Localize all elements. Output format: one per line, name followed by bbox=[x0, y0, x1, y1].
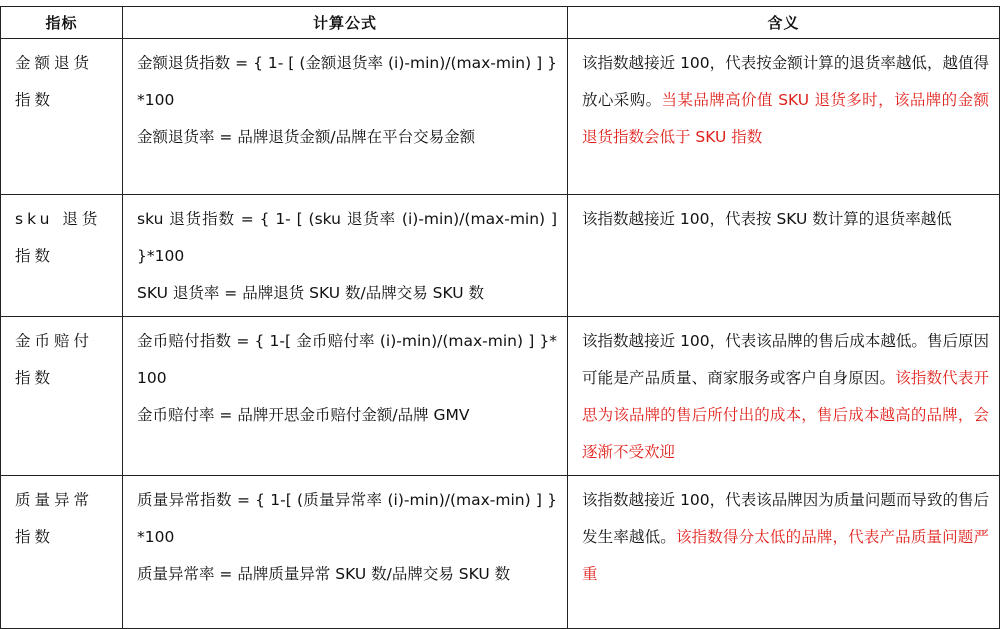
formula-line: 金币赔付指数 = { 1-[ 金币赔付率 (i)-min)/(max-min) ] }*100 bbox=[137, 332, 557, 387]
meaning-cell bbox=[568, 317, 1000, 476]
formula-line: 金额退货率 = 品牌退货金额/品牌在平台交易金额 bbox=[137, 128, 476, 146]
header-row bbox=[1, 7, 1000, 39]
metric-name: sku 退货指数 bbox=[15, 210, 102, 265]
table-row bbox=[1, 195, 1000, 317]
formula-cell bbox=[123, 317, 568, 476]
formula-line: sku 退货指数 = { 1- [ (sku 退货率 (i)-min)/(max-min) ] }*100 bbox=[137, 210, 562, 265]
meaning-cell bbox=[568, 39, 1000, 195]
formula-line: SKU 退货率 = 品牌退货 SKU 数/品牌交易 SKU 数 bbox=[137, 284, 484, 302]
meaning-highlight: 当某品牌高价值 SKU 退货多时，该品牌的金额退货指数会低于 SKU 指数 bbox=[582, 91, 989, 146]
meaning-text: 该指数越接近 100，代表按金额计算的退货率越低，越值得放心采购。 bbox=[582, 54, 989, 109]
table-row bbox=[1, 317, 1000, 476]
formula-cell bbox=[123, 39, 568, 195]
metric-name-cell bbox=[1, 39, 123, 195]
meaning-cell bbox=[568, 476, 1000, 629]
metric-name-cell bbox=[1, 317, 123, 476]
header-metric: 指标 bbox=[1, 7, 123, 39]
formula-line: 金币赔付率 = 品牌开思金币赔付金额/品牌 GMV bbox=[137, 406, 470, 424]
formula-cell bbox=[123, 476, 568, 629]
metric-name: 金额退货指数 bbox=[15, 54, 94, 109]
metric-name-cell bbox=[1, 195, 123, 317]
metric-name-cell bbox=[1, 476, 123, 629]
table-row bbox=[1, 476, 1000, 629]
header-formula: 计算公式 bbox=[123, 7, 568, 39]
header-meaning: 含义 bbox=[568, 7, 1000, 39]
metrics-table bbox=[0, 6, 1000, 629]
table-row bbox=[1, 39, 1000, 195]
meaning-text: 该指数越接近 100，代表该品牌因为质量问题而导致的售后发生率越低。 bbox=[582, 491, 989, 546]
meaning-text: 该指数越接近 100，代表该品牌的售后成本越低。售后原因可能是产品质量、商家服务或客户自身原因。 bbox=[582, 332, 989, 387]
meaning-highlight: 该指数得分太低的品牌，代表产品质量问题严重 bbox=[582, 528, 989, 583]
meaning-cell bbox=[568, 195, 1000, 317]
formula-cell bbox=[123, 195, 568, 317]
formula-line: 质量异常指数 = { 1-[ (质量异常率 (i)-min)/(max-min) ] }*100 bbox=[137, 491, 557, 546]
metric-name: 质量异常指数 bbox=[15, 491, 94, 546]
metric-name: 金币赔付指数 bbox=[15, 332, 94, 387]
meaning-highlight: 该指数代表开思为该品牌的售后所付出的成本，售后成本越高的品牌，会逐渐不受欢迎 bbox=[582, 369, 989, 461]
meaning-text: 该指数越接近 100，代表按 SKU 数计算的退货率越低 bbox=[582, 210, 952, 228]
formula-line: 金额退货指数 = { 1- [ (金额退货率 (i)-min)/(max-min) ] }*100 bbox=[137, 54, 557, 109]
formula-line: 质量异常率 = 品牌质量异常 SKU 数/品牌交易 SKU 数 bbox=[137, 565, 511, 583]
